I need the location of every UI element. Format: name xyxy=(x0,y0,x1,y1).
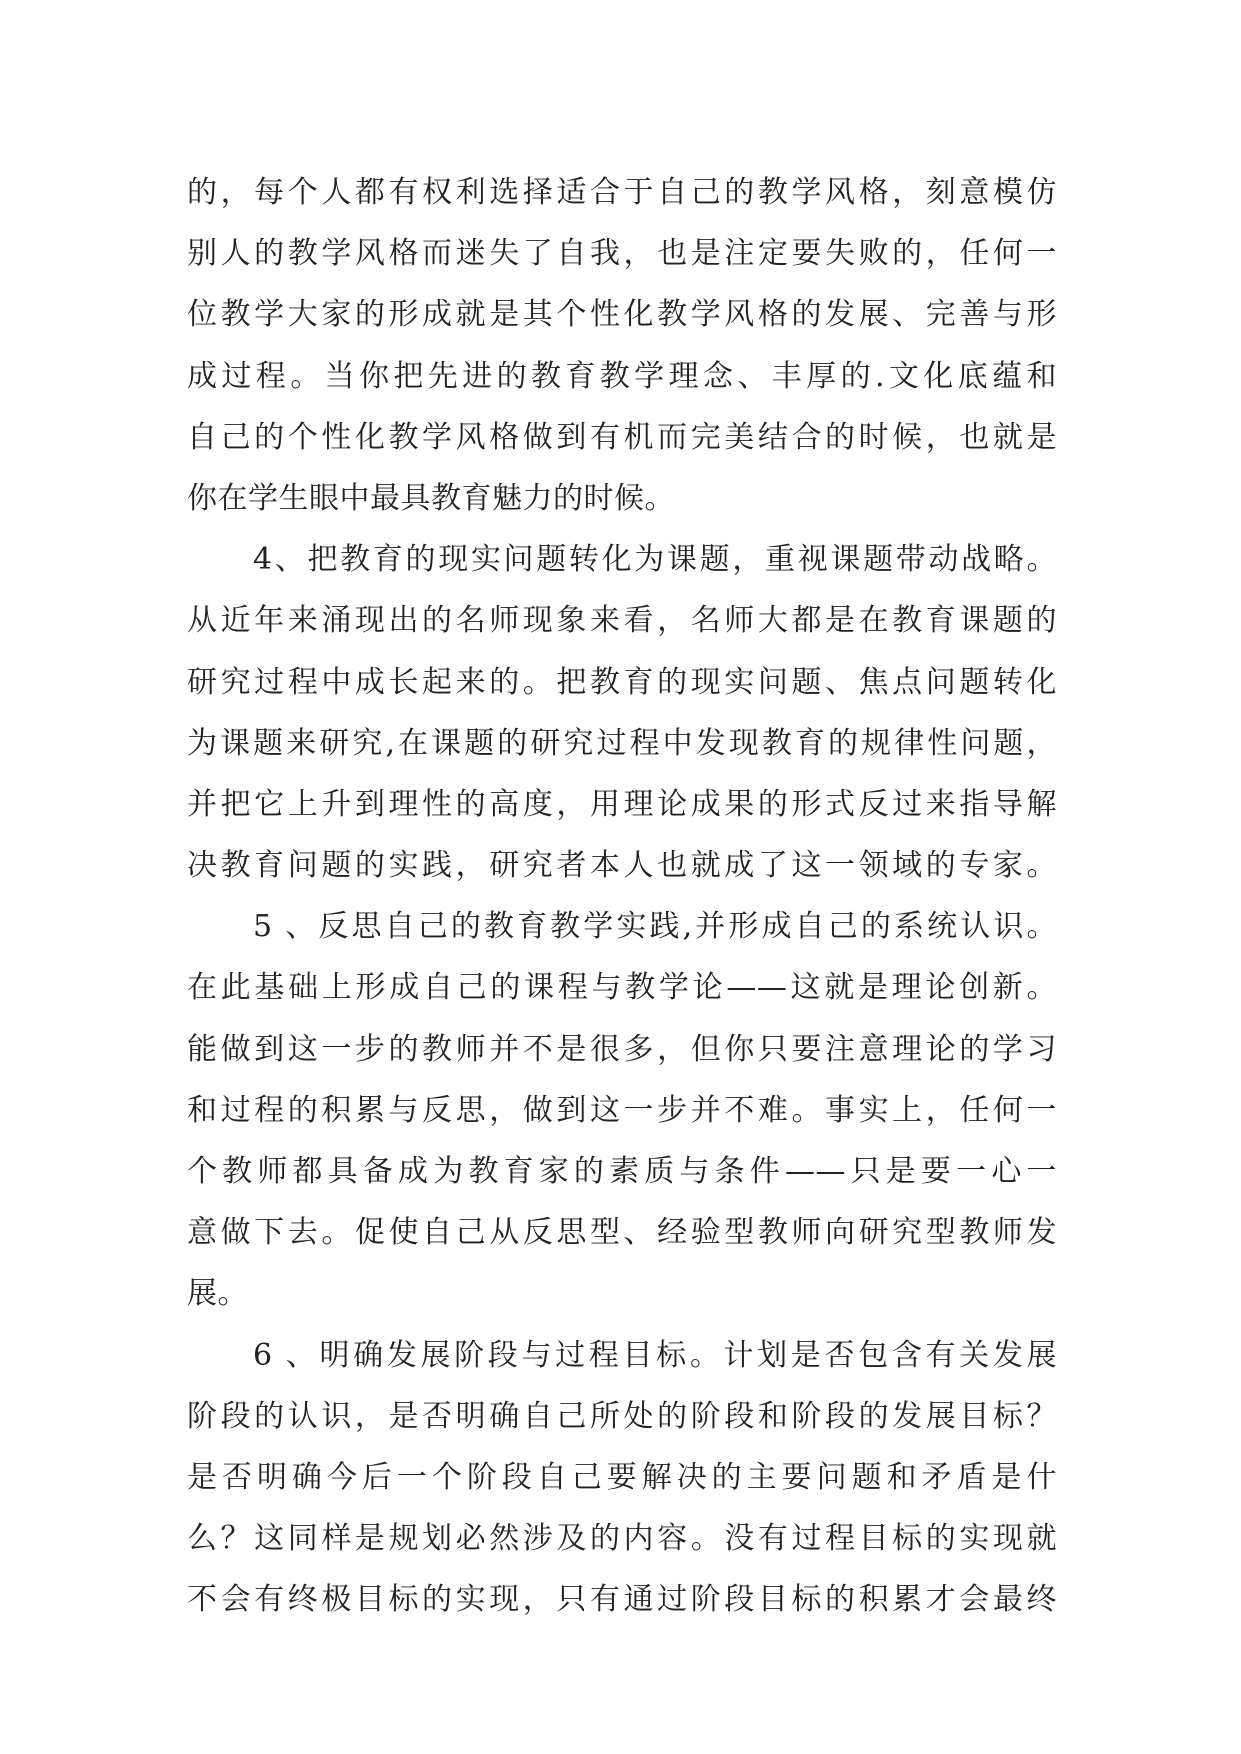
text-line: 从近年来涌现出的名师现象来看，名师大都是在教育课题的 xyxy=(187,603,1057,639)
text-line: 的，每个人都有权利选择适合于自己的教学风格，刻意模仿 xyxy=(187,175,1057,210)
text-line: 展。 xyxy=(187,1276,248,1312)
text-line: 么？这同样是规划必然涉及的内容。没有过程目标的实现就 xyxy=(187,1521,1057,1557)
text-line: 是否明确今后一个阶段自己要解决的主要问题和矛盾是什 xyxy=(187,1459,1057,1495)
text-line: 决教育问题的实践，研究者本人也就成了这一领域的专家。 xyxy=(187,848,1057,884)
text-line: 意做下去。促使自己从反思型、经验型教师向研究型教师发 xyxy=(187,1215,1057,1251)
text-line: 自己的个性化教学风格做到有机而完美结合的时候，也就是 xyxy=(187,419,1057,455)
text-line: 4、把教育的现实问题转化为课题，重视课题带动战略。 xyxy=(253,542,1057,578)
text-line: 5 、反思自己的教育教学实践,并形成自己的系统认识。 xyxy=(253,909,1057,945)
text-line: 你在学生眼中最具教育魅力的时候。 xyxy=(187,480,675,516)
text-line: 能做到这一步的教师并不是很多，但你只要注意理论的学习 xyxy=(187,1031,1057,1067)
text-line: 为课题来研究,在课题的研究过程中发现教育的规律性问题， xyxy=(187,725,1057,761)
text-line: 在此基础上形成自己的课程与教学论——这就是理论创新。 xyxy=(187,970,1057,1006)
text-line: 和过程的积累与反思，做到这一步并不难。事实上，任何一 xyxy=(187,1092,1057,1128)
text-line: 阶段的认识，是否明确自己所处的阶段和阶段的发展目标？ xyxy=(187,1398,1057,1434)
text-line: 别人的教学风格而迷失了自我，也是注定要失败的，任何一 xyxy=(187,236,1057,272)
text-line: 个教师都具备成为教育家的素质与条件——只是要一心一 xyxy=(187,1154,1057,1189)
text-line: 成过程。当你把先进的教育教学理念、丰厚的.文化底蕴和 xyxy=(187,358,1057,394)
text-line: 并把它上升到理性的高度，用理论成果的形式反过来指导解 xyxy=(187,786,1057,822)
text-line: 研究过程中成长起来的。把教育的现实问题、焦点问题转化 xyxy=(187,664,1057,700)
text-line: 位教学大家的形成就是其个性化教学风格的发展、完善与形 xyxy=(187,297,1057,333)
body-text xyxy=(187,162,1057,1631)
text-line: 6 、明确发展阶段与过程目标。计划是否包含有关发展 xyxy=(253,1337,1057,1373)
text-line: 不会有终极目标的实现，只有通过阶段目标的积累才会最终 xyxy=(187,1582,1057,1618)
